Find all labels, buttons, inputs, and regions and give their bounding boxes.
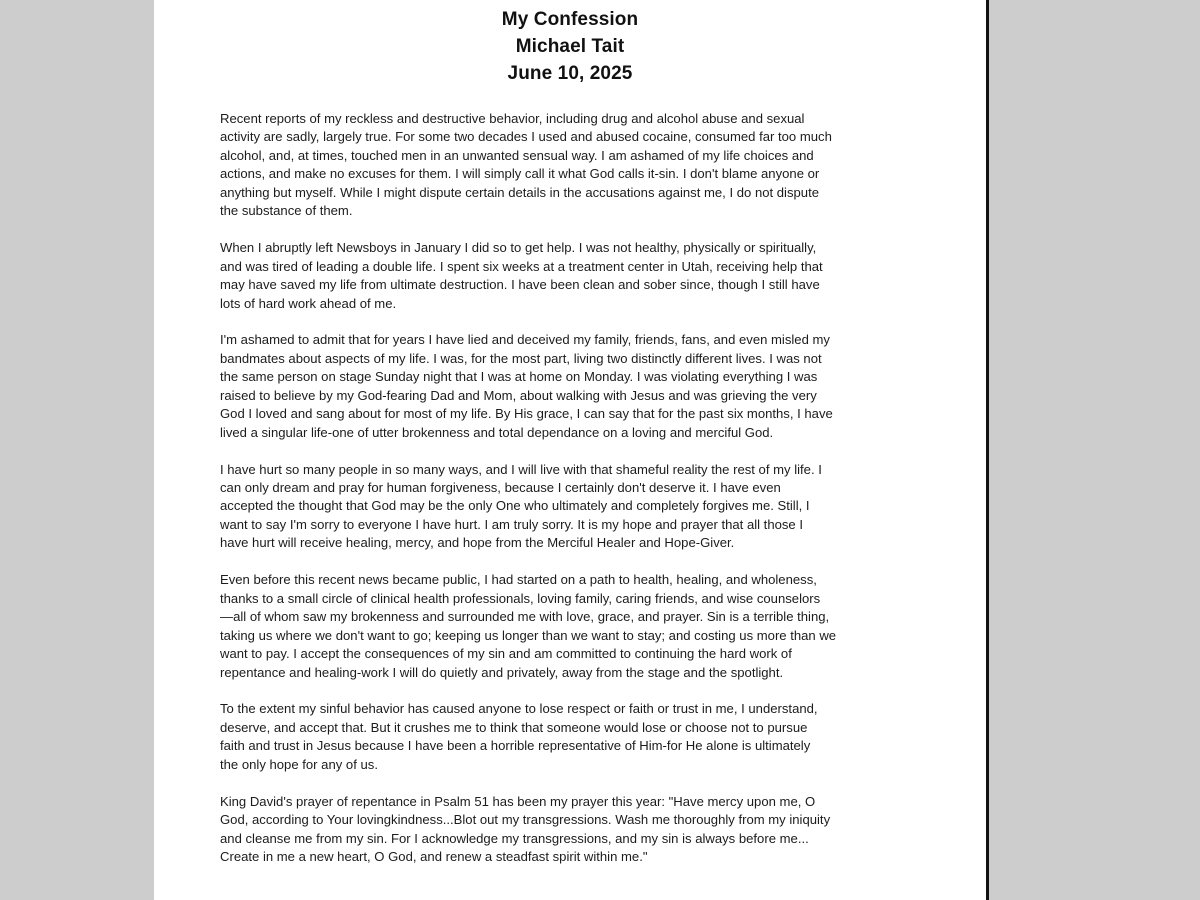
paragraph-line: Even before this recent news became public, I had started on a path to health, healing, and wholeness, [220, 572, 817, 588]
paragraph-line: the substance of them. [220, 203, 353, 219]
paragraph-line: bandmates about aspects of my life. I was, for the most part, living two distinctly different lives. I was not [220, 350, 822, 366]
paragraph-line: lots of hard work ahead of me. [220, 295, 397, 311]
paragraph-line: raised to believe by my God-fearing Dad and Mom, about walking with Jesus and was grieving the very [220, 387, 817, 403]
document-date: June 10, 2025 [507, 63, 633, 84]
paragraph-line: anything but myself. While I might dispute certain details in the accusations against me, I do not dispute [220, 184, 820, 200]
paragraph-line: can only dream and pray for human forgiveness, because I certainly don't deserve it. I have even [220, 480, 781, 496]
paragraph-line: deserve, and accept that. But it crushes me to think that someone would lose or choose not to pursue [220, 719, 808, 735]
paragraph-line: and was tired of leading a double life. I spent six weeks at a treatment center in Utah, receiving help that [220, 258, 823, 274]
document-title: My Confession [501, 9, 639, 30]
paragraph-line: accepted the thought that God may be the only One who ultimately and completely forgives me. Still, I [220, 498, 810, 514]
paragraph-line: Create in me a new heart, O God, and renew a steadfast spirit within me." [220, 849, 648, 865]
paragraph-line: want to pay. I accept the consequences of my sin and am committed to continuing the hard work of [220, 646, 792, 662]
paragraph-line: want to say I'm sorry to everyone I have hurt. I am truly sorry. It is my hope and prayer that all those I [220, 516, 803, 532]
paragraph-5 [220, 571, 915, 682]
paragraph-line: may have saved my life from ultimate destruction. I have been clean and sober since, though I still have [220, 277, 820, 293]
paragraph-line: —all of whom saw my brokenness and surrounded me with love, grace, and prayer. Sin is a terrible thing, [220, 609, 830, 625]
paragraph-line: I have hurt so many people in so many ways, and I will live with that shameful reality the rest of my life. I [220, 461, 822, 477]
paragraph-line: have hurt will receive healing, mercy, and hope from the Merciful Healer and Hope-Giver. [220, 535, 735, 551]
document-author: Michael Tait [515, 36, 625, 57]
paragraph-line: activity are sadly, largely true. For some two decades I used and abused cocaine, consumed far too much [220, 129, 832, 145]
document-body [220, 110, 915, 885]
paragraph-4 [220, 461, 915, 553]
paragraph-line: the only hope for any of us. [220, 756, 378, 772]
paragraph-line: actions, and make no excuses for them. I will simply call it what God calls it-sin. I don't blame anyone or [220, 166, 820, 182]
paragraph-line: Recent reports of my reckless and destructive behavior, including drug and alcohol abuse and sexual [220, 111, 805, 126]
paragraph-line: lived a singular life-one of utter brokenness and total dependance on a loving and merciful God. [220, 424, 774, 440]
paragraph-line: To the extent my sinful behavior has caused anyone to lose respect or faith or trust in me, I understand, [220, 701, 818, 717]
paragraph-7 [220, 793, 915, 867]
document-header [154, 6, 986, 87]
paragraph-line: repentance and healing-work I will do quietly and privately, away from the stage and the spotlight. [220, 664, 784, 680]
paragraph-line: taking us where we don't want to go; keeping us longer than we want to stay; and costing us more than we [220, 627, 837, 643]
paragraph-line: I'm ashamed to admit that for years I have lied and deceived my family, friends, fans, and even misled my [220, 332, 830, 348]
page-edge-divider [986, 0, 989, 900]
document-page [154, 0, 986, 900]
paragraph-line: the same person on stage Sunday night that I was at home on Monday. I was violating everything I was [220, 369, 818, 385]
paragraph-line: God I loved and sang about for most of my life. By His grace, I can say that for the past six months, I have [220, 406, 833, 422]
paragraph-line: When I abruptly left Newsboys in January I did so to get help. I was not healthy, physically or spiritually, [220, 240, 817, 256]
paragraph-line: King David's prayer of repentance in Psalm 51 has been my prayer this year: "Have mercy upon me, O [220, 793, 816, 809]
paragraph-1 [220, 110, 915, 221]
paragraph-3 [220, 331, 915, 442]
paragraph-2 [220, 239, 915, 313]
paragraph-line: faith and trust in Jesus because I have been a horrible representative of Him-for He alone is ultimately [220, 738, 811, 754]
paragraph-line: and cleanse me from my sin. For I acknowledge my transgressions, and my sin is always before me... [220, 830, 809, 846]
paragraph-6 [220, 700, 915, 774]
paragraph-line: God, according to Your lovingkindness...Blot out my transgressions. Wash me thoroughly from my iniquity [220, 812, 831, 828]
paragraph-line: thanks to a small circle of clinical health professionals, loving family, caring friends, and wise counselors [220, 590, 821, 606]
paragraph-line: alcohol, and, at times, touched men in an unwanted sensual way. I am ashamed of my life choices and [220, 147, 814, 163]
